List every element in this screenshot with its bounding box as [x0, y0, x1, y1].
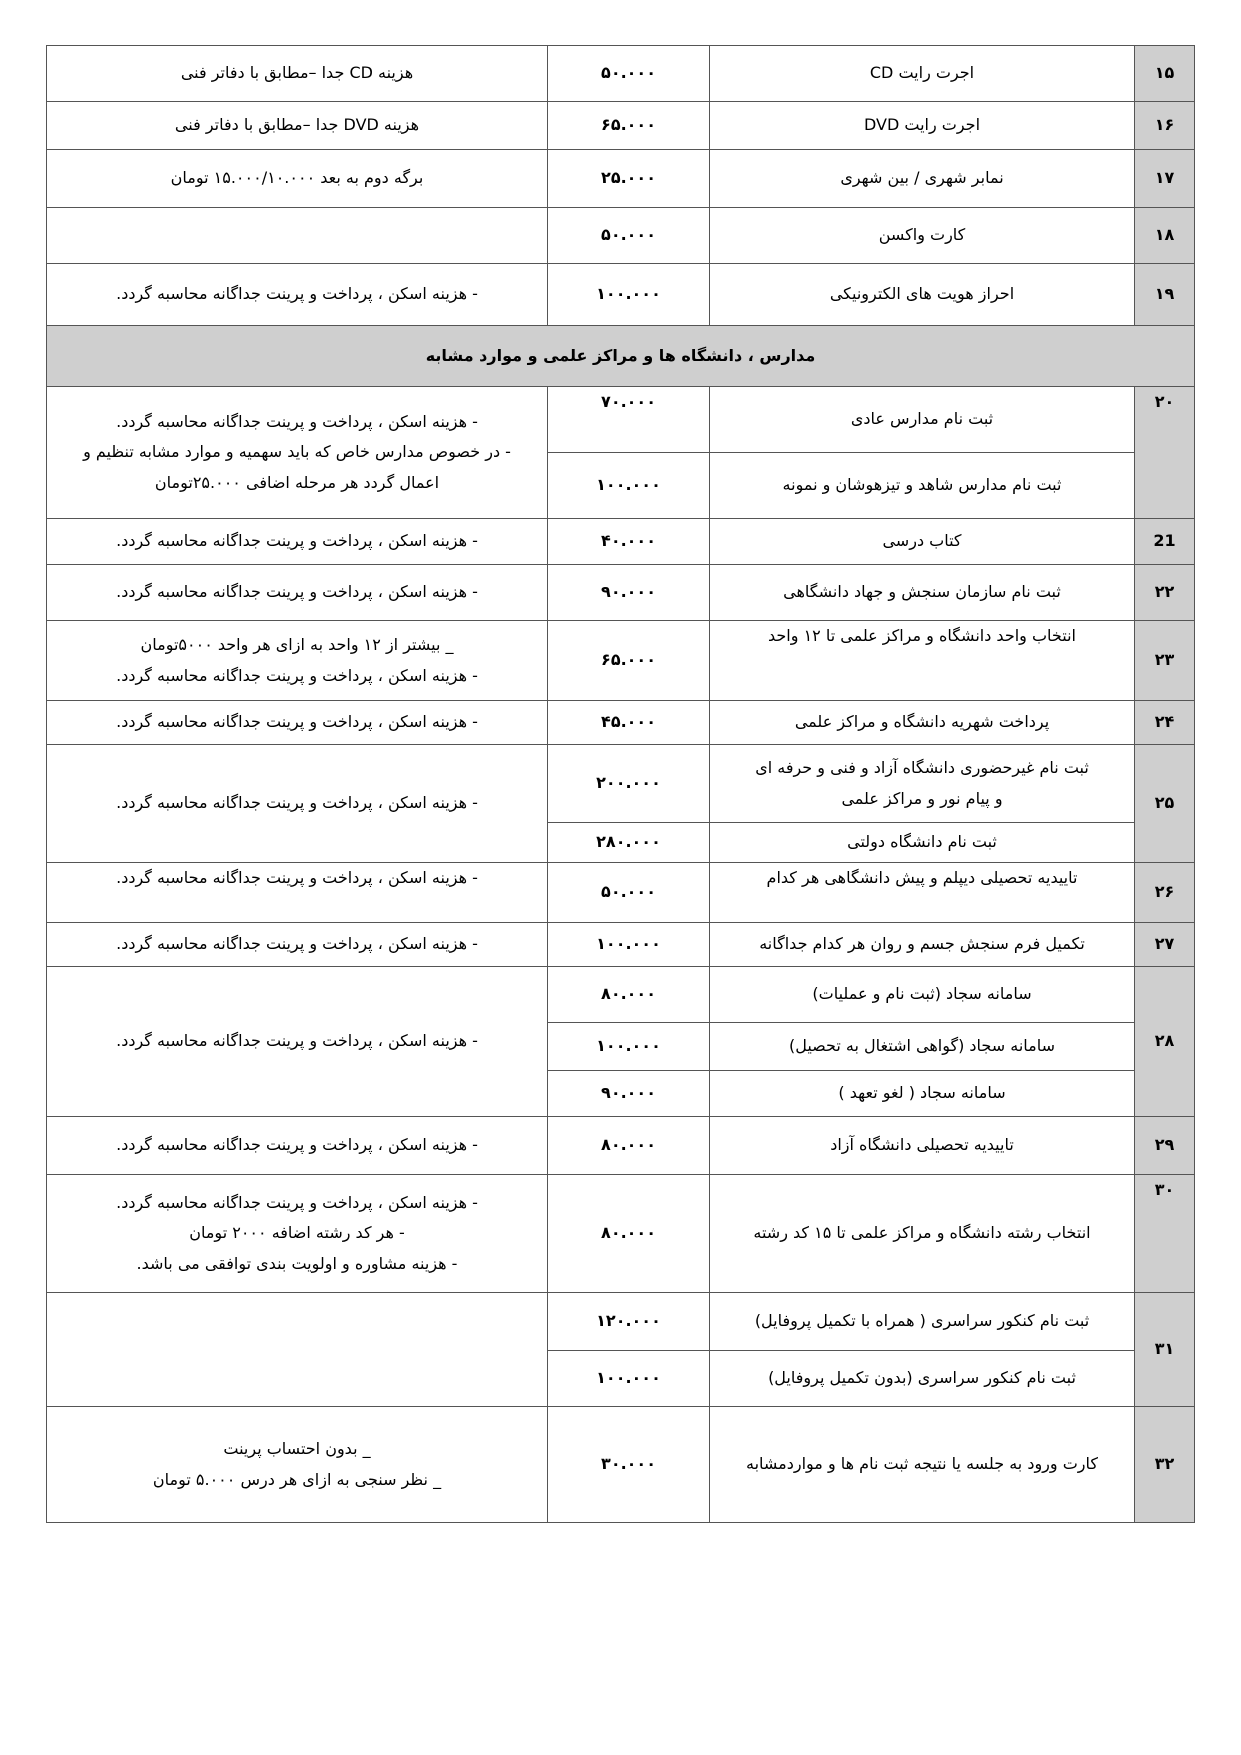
note [47, 621, 548, 701]
note: - هزینه اسکن ، پرداخت و پرینت جداگانه محاسبه گردد. [47, 264, 548, 326]
note-line: - هر کد رشته اضافه ۲۰۰۰ تومان [189, 1223, 405, 1243]
note-line: - هزینه مشاوره و اولویت بندی توافقی می باشد. [136, 1253, 458, 1273]
service-name: انتخاب رشته دانشگاه و مراکز علمی تا ۱۵ کد رشته [710, 1175, 1135, 1293]
service-name: ثبت نام کنکور سراسری ( همراه با تکمیل پروفایل) [710, 1293, 1135, 1351]
service-name: ثبت نام سازمان سنجش و جهاد دانشگاهی [710, 565, 1135, 621]
price: ۱۰۰.۰۰۰ [548, 264, 710, 326]
price: ۸۰.۰۰۰ [548, 1175, 710, 1293]
row-number: ۱۵ [1135, 46, 1195, 102]
row-number: ۳۲ [1135, 1407, 1195, 1523]
table-row [47, 150, 1195, 208]
price: ۸۰.۰۰۰ [548, 967, 710, 1023]
note [47, 1293, 548, 1407]
note-line: اعمال گردد هر مرحله اضافی ۲۵.۰۰۰تومان [154, 472, 440, 492]
note: - هزینه اسکن ، پرداخت و پرینت جداگانه محاسبه گردد. [47, 565, 548, 621]
note-line: - هزینه اسکن ، پرداخت و پرینت جداگانه محاسبه گردد. [116, 665, 478, 685]
table-row [47, 264, 1195, 326]
row-number: ۲۴ [1135, 701, 1195, 745]
table-row [47, 387, 1195, 453]
note [47, 387, 548, 519]
table-row [47, 565, 1195, 621]
note: - هزینه اسکن ، پرداخت و پرینت جداگانه محاسبه گردد. [47, 701, 548, 745]
note-line: _ بدون احتساب پرینت [223, 1439, 371, 1459]
price: ۳۰.۰۰۰ [548, 1407, 710, 1523]
note: - هزینه اسکن ، پرداخت و پرینت جداگانه محاسبه گردد. [47, 967, 548, 1117]
section-title: مدارس ، دانشگاه ها و مراکز علمی و موارد مشابه [47, 326, 1195, 387]
section-header-row [47, 326, 1195, 387]
note-line: - هزینه اسکن ، پرداخت و پرینت جداگانه محاسبه گردد. [116, 1192, 478, 1212]
note-line: _ بیشتر از ۱۲ واحد به ازای هر واحد ۵۰۰۰تومان [140, 635, 454, 655]
service-name: ثبت نام مدارس شاهد و تیزهوشان و نمونه [710, 453, 1135, 519]
note: - هزینه اسکن ، پرداخت و پرینت جداگانه محاسبه گردد. [47, 745, 548, 863]
row-number: ۲۲ [1135, 565, 1195, 621]
service-line: و پیام نور و مراکز علمی [841, 788, 1003, 808]
table-row [47, 967, 1195, 1023]
table-row [47, 1175, 1195, 1293]
price: ۹۰.۰۰۰ [548, 1071, 710, 1117]
service-name: پرداخت شهریه دانشگاه و مراکز علمی [710, 701, 1135, 745]
price: ۹۰.۰۰۰ [548, 565, 710, 621]
row-number: ۲۰ [1135, 387, 1195, 519]
price: ۲۰۰.۰۰۰ [548, 745, 710, 823]
table-row [47, 621, 1195, 701]
row-number: ۲۸ [1135, 967, 1195, 1117]
service-name: سامانه سجاد (گواهی اشتغال به تحصیل) [710, 1023, 1135, 1071]
service-name: احراز هویت های الکترونیکی [710, 264, 1135, 326]
note-line: - هزینه اسکن ، پرداخت و پرینت جداگانه محاسبه گردد. [116, 411, 478, 431]
price: ۵۰.۰۰۰ [548, 208, 710, 264]
table-row [47, 46, 1195, 102]
note [47, 1407, 548, 1523]
table-row [47, 519, 1195, 565]
service-name: تکمیل فرم سنجش جسم و روان هر کدام جداگانه [710, 923, 1135, 967]
price: ۵۰.۰۰۰ [548, 863, 710, 923]
service-name: تاییدیه تحصیلی دیپلم و پیش دانشگاهی هر کدام [710, 863, 1135, 923]
row-number: ۲۳ [1135, 621, 1195, 701]
row-number: ۲۶ [1135, 863, 1195, 923]
table-row [47, 1117, 1195, 1175]
price: ۱۰۰.۰۰۰ [548, 923, 710, 967]
service-name: نمابر شهری / بین شهری [710, 150, 1135, 208]
row-number: ۱۹ [1135, 264, 1195, 326]
service-name: اجرت رایت DVD [710, 102, 1135, 150]
row-number: ۳۱ [1135, 1293, 1195, 1407]
service-name: کتاب درسی [710, 519, 1135, 565]
note: هزینه CD جدا –مطابق با دفاتر فنی [47, 46, 548, 102]
table-row [47, 102, 1195, 150]
price: ۲۵.۰۰۰ [548, 150, 710, 208]
service-name: سامانه سجاد (ثبت نام و عملیات) [710, 967, 1135, 1023]
price: ۴۰.۰۰۰ [548, 519, 710, 565]
price: ۸۰.۰۰۰ [548, 1117, 710, 1175]
price: ۱۰۰.۰۰۰ [548, 1351, 710, 1407]
note-line: _ نظر سنجی به ازای هر درس ۵.۰۰۰ تومان [152, 1469, 442, 1489]
note: - هزینه اسکن ، پرداخت و پرینت جداگانه محاسبه گردد. [47, 923, 548, 967]
row-number: ۳۰ [1135, 1175, 1195, 1293]
row-number: 21 [1135, 519, 1195, 565]
price: ۶۵.۰۰۰ [548, 102, 710, 150]
service-name: ثبت نام دانشگاه دولتی [710, 823, 1135, 863]
price: ۴۵.۰۰۰ [548, 701, 710, 745]
price: ۲۸۰.۰۰۰ [548, 823, 710, 863]
note [47, 208, 548, 264]
service-name: کارت ورود به جلسه یا نتیجه ثبت نام ها و مواردمشابه [710, 1407, 1135, 1523]
row-number: ۲۵ [1135, 745, 1195, 863]
table-row [47, 745, 1195, 823]
note-line: - در خصوص مدارس خاص که باید سهمیه و موارد مشابه تنظیم و [83, 442, 511, 462]
note: - هزینه اسکن ، پرداخت و پرینت جداگانه محاسبه گردد. [47, 1117, 548, 1175]
note: - هزینه اسکن ، پرداخت و پرینت جداگانه محاسبه گردد. [47, 519, 548, 565]
price: ۶۵.۰۰۰ [548, 621, 710, 701]
row-number: ۱۷ [1135, 150, 1195, 208]
table-row [47, 1407, 1195, 1523]
service-name: سامانه سجاد ( لغو تعهد ) [710, 1071, 1135, 1117]
row-number: ۱۸ [1135, 208, 1195, 264]
note: هزینه DVD جدا –مطابق با دفاتر فنی [47, 102, 548, 150]
price: ۱۰۰.۰۰۰ [548, 453, 710, 519]
price: ۷۰.۰۰۰ [548, 387, 710, 453]
row-number: ۱۶ [1135, 102, 1195, 150]
service-line: ثبت نام غیرحضوری دانشگاه آزاد و فنی و حرفه ای [755, 758, 1089, 778]
service-name: ثبت نام مدارس عادی [710, 387, 1135, 453]
price: ۱۰۰.۰۰۰ [548, 1023, 710, 1071]
table-row [47, 863, 1195, 923]
service-name: ثبت نام کنکور سراسری (بدون تکمیل پروفایل) [710, 1351, 1135, 1407]
note: - هزینه اسکن ، پرداخت و پرینت جداگانه محاسبه گردد. [47, 863, 548, 923]
service-name: تاییدیه تحصیلی دانشگاه آزاد [710, 1117, 1135, 1175]
fee-table [46, 45, 1195, 1523]
table-row [47, 701, 1195, 745]
note [47, 1175, 548, 1293]
row-number: ۲۷ [1135, 923, 1195, 967]
service-name: کارت واکسن [710, 208, 1135, 264]
table-row [47, 1293, 1195, 1351]
price: ۱۲۰.۰۰۰ [548, 1293, 710, 1351]
table-row [47, 208, 1195, 264]
price: ۵۰.۰۰۰ [548, 46, 710, 102]
service-name: انتخاب واحد دانشگاه و مراکز علمی تا ۱۲ واحد [710, 621, 1135, 701]
note: برگه دوم به بعد ۱۵.۰۰۰/۱۰.۰۰۰ تومان [47, 150, 548, 208]
row-number: ۲۹ [1135, 1117, 1195, 1175]
service-name [710, 745, 1135, 823]
service-name: اجرت رایت CD [710, 46, 1135, 102]
table-row [47, 923, 1195, 967]
